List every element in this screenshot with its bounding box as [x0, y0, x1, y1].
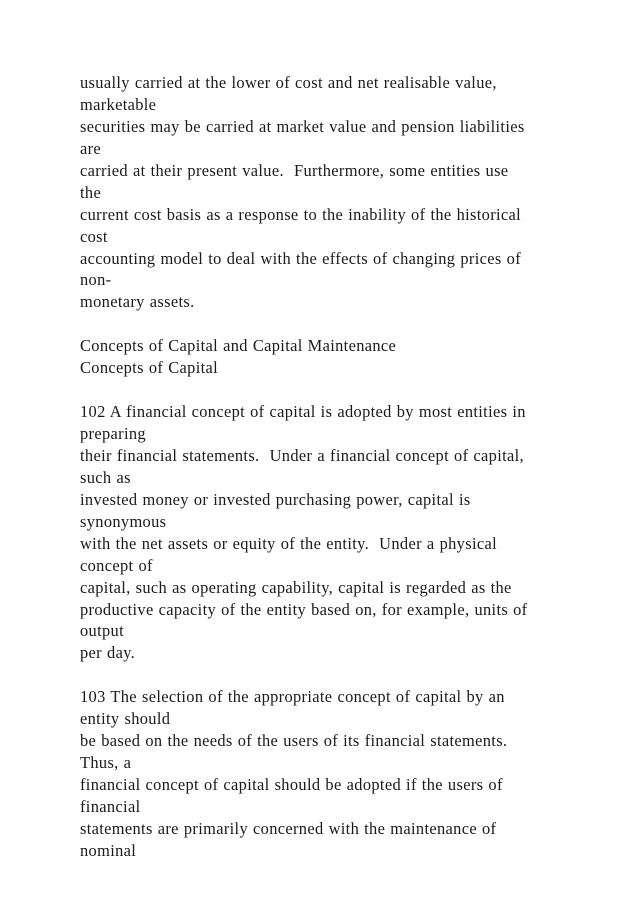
body-text: [80, 72, 610, 862]
text-line: synonymous: [80, 511, 167, 531]
blank-line: [80, 664, 610, 686]
section-heading: Concepts of Capital and Capital Maintenance: [80, 336, 397, 356]
text-line: monetary assets.: [80, 292, 195, 312]
text-line: accounting model to deal with the effects of changing prices of: [80, 248, 522, 268]
text-line: securities may be carried at market value and pension liabilities: [80, 116, 525, 136]
text-line: nominal: [80, 840, 137, 860]
text-line: output: [80, 621, 124, 641]
text-line: current cost basis as a response to the inability of the historical: [80, 204, 522, 224]
text-line: financial concept of capital should be adopted if the users of: [80, 775, 503, 794]
text-line: such as: [80, 467, 131, 487]
text-line: the: [80, 182, 102, 202]
text-line: capital, such as operating capability, capital is regarded as the: [80, 577, 512, 597]
blank-line: [80, 313, 610, 335]
text-line: invested money or invested purchasing power, capital is: [80, 489, 471, 509]
text-line: their financial statements. Under a financial concept of capital,: [80, 445, 525, 465]
text-line: marketable: [80, 94, 157, 114]
text-line: cost: [80, 226, 108, 246]
text-line: be based on the needs of the users of its financial statements.: [80, 731, 508, 751]
text-line: financial: [80, 796, 141, 816]
text-line: with the net assets or equity of the entity. Under a physical: [80, 533, 498, 553]
text-line: productive capacity of the entity based on, for example, units of: [80, 599, 528, 619]
text-line: are: [80, 138, 102, 158]
text-line: concept of: [80, 555, 153, 575]
paragraph-102-line: 102 A financial concept of capital is adopted by most entities in: [80, 402, 526, 422]
paragraph-103-line: 103 The selection of the appropriate concept of capital by an: [80, 687, 505, 707]
blank-line: [80, 379, 610, 401]
text-line: per day.: [80, 643, 136, 663]
text-line: statements are primarily concerned with the maintenance of: [80, 818, 497, 838]
text-line: Thus, a: [80, 753, 132, 773]
text-line: usually carried at the lower of cost and net realisable value,: [80, 73, 497, 92]
subsection-heading: Concepts of Capital: [80, 358, 219, 378]
text-line: carried at their present value. Furthermore, some entities use: [80, 160, 509, 180]
text-line: entity should: [80, 709, 171, 729]
text-line: preparing: [80, 424, 146, 443]
text-line: non-: [80, 270, 112, 290]
